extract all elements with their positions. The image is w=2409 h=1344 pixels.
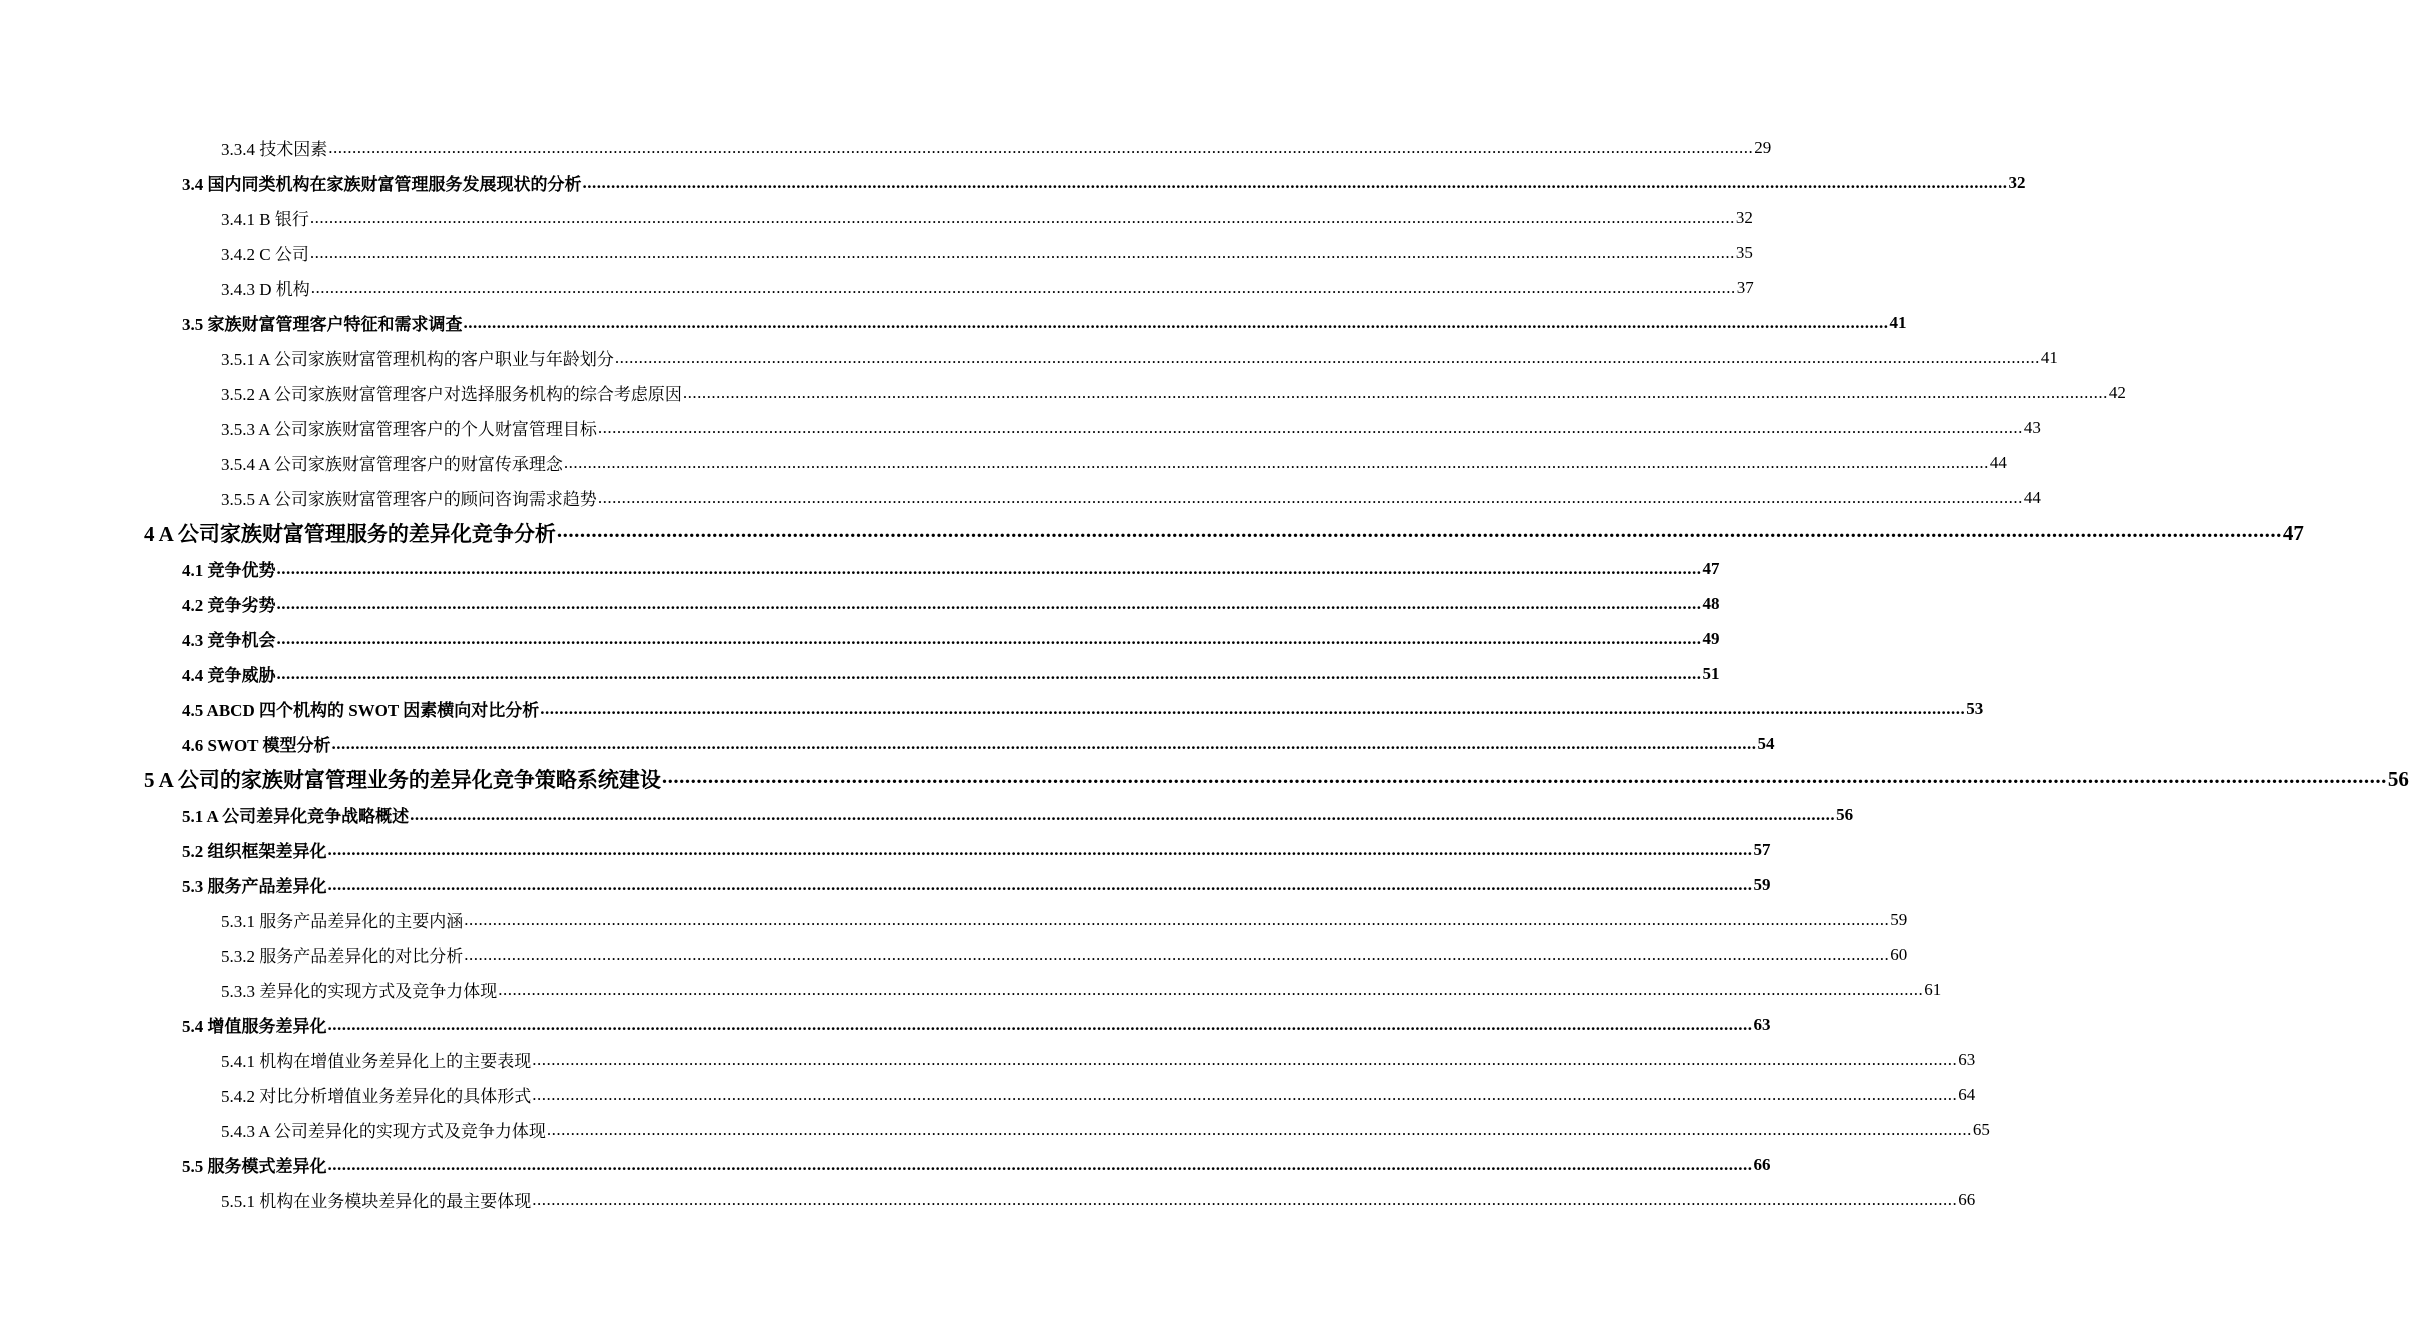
toc-entry-page: 54 <box>1757 733 1775 753</box>
toc-entry[interactable] <box>0 130 1772 165</box>
toc-entry-title: 5.4.3 A 公司差异化的实现方式及竞争力体现 <box>221 1122 546 1141</box>
toc-entry-page: 47 <box>2282 520 2304 545</box>
toc-entry-page: 35 <box>1735 242 1753 262</box>
toc-entry[interactable] <box>0 726 1775 761</box>
toc-entry-page: 56 <box>2387 766 2409 791</box>
toc-entry[interactable] <box>0 551 1720 586</box>
toc-entry-page: 66 <box>1958 1189 1976 1209</box>
toc-entry-title: 5.3.2 服务产品差异化的对比分析 <box>221 947 464 966</box>
toc-entry-title: 3.4.1 B 银行 <box>221 210 309 229</box>
toc-dot-leader: ............................................................................................................................................................................................................................................................................................................ <box>331 734 1757 753</box>
toc-dot-leader: ............................................................................................................................................................................................................................................................................................................ <box>682 383 2108 402</box>
toc-entry[interactable] <box>0 761 2409 797</box>
toc-entry-title: 4.3 竞争机会 <box>182 631 276 650</box>
toc-dot-leader: ............................................................................................................................................................................................................................................................................................................ <box>309 243 1735 262</box>
toc-entry-page: 48 <box>1702 593 1720 613</box>
toc-entry-title: 3.5.4 A 公司家族财富管理客户的财富传承理念 <box>221 455 563 474</box>
toc-entry-page: 32 <box>1735 207 1753 227</box>
toc-dot-leader: ............................................................................................................................................................................................................................................................................................................ <box>276 629 1702 648</box>
toc-entry[interactable] <box>0 586 1720 621</box>
toc-entry[interactable] <box>0 270 1754 305</box>
toc-entry-page: 41 <box>1889 312 1907 332</box>
toc-entry[interactable] <box>0 691 1984 726</box>
toc-entry-page: 61 <box>1924 979 1942 999</box>
toc-dot-leader: ............................................................................................................................................................................................................................................................................................................ <box>563 453 1989 472</box>
toc-entry[interactable] <box>0 1182 1976 1217</box>
toc-entry[interactable] <box>0 832 1771 867</box>
toc-entry-page: 64 <box>1958 1084 1976 1104</box>
toc-dot-leader: ............................................................................................................................................................................................................................................................................................................ <box>532 1050 1958 1069</box>
toc-entry-title: 5.4.1 机构在增值业务差异化上的主要表现 <box>221 1052 532 1071</box>
toc-entry-page: 49 <box>1702 628 1720 648</box>
toc-dot-leader: ............................................................................................................................................................................................................................................................................................................ <box>410 805 1836 824</box>
toc-entry[interactable] <box>0 340 2058 375</box>
toc-entry-title: 3.4.2 C 公司 <box>221 245 309 264</box>
toc-entry-page: 65 <box>1972 1119 1990 1139</box>
toc-entry-page: 63 <box>1753 1014 1771 1034</box>
toc-entry-title: 4.5 ABCD 四个机构的 SWOT 因素横向对比分析 <box>182 701 540 720</box>
toc-entry[interactable] <box>0 1112 1990 1147</box>
toc-dot-leader: ............................................................................................................................................................................................................................................................................................................ <box>276 594 1702 613</box>
toc-entry-title: 4.4 竞争威胁 <box>182 666 276 685</box>
toc-entry-page: 57 <box>1753 839 1771 859</box>
toc-entry-title: 4 A 公司家族财富管理服务的差异化竞争分析 <box>144 522 556 546</box>
toc-entry[interactable] <box>0 902 1908 937</box>
toc-entry-title: 5.4 增值服务差异化 <box>182 1017 327 1036</box>
toc-entry-page: 42 <box>2108 382 2126 402</box>
toc-entry-title: 4.6 SWOT 模型分析 <box>182 736 331 755</box>
toc-entry-title: 3.4 国内同类机构在家族财富管理服务发展现状的分析 <box>182 175 582 194</box>
toc-entry-page: 44 <box>1989 452 2007 472</box>
toc-entry[interactable] <box>0 656 1720 691</box>
table-of-contents <box>0 130 2409 1217</box>
toc-entry[interactable] <box>0 305 1907 340</box>
toc-entry[interactable] <box>0 797 1854 832</box>
toc-entry-page: 37 <box>1736 277 1754 297</box>
toc-entry-title: 3.5.5 A 公司家族财富管理客户的顾问咨询需求趋势 <box>221 490 597 509</box>
toc-dot-leader: ............................................................................................................................................................................................................................................................................................................ <box>556 518 2282 542</box>
toc-dot-leader: ............................................................................................................................................................................................................................................................................................................ <box>582 173 2008 192</box>
toc-entry[interactable] <box>0 480 2041 515</box>
toc-dot-leader: ............................................................................................................................................................................................................................................................................................................ <box>309 208 1735 227</box>
toc-entry-title: 3.4.3 D 机构 <box>221 280 310 299</box>
toc-entry[interactable] <box>0 867 1771 902</box>
toc-entry-title: 3.3.4 技术因素 <box>221 140 328 159</box>
toc-dot-leader: ............................................................................................................................................................................................................................................................................................................ <box>464 945 1890 964</box>
toc-dot-leader: ............................................................................................................................................................................................................................................................................................................ <box>327 1015 1753 1034</box>
toc-dot-leader: ............................................................................................................................................................................................................................................................................................................ <box>597 418 2023 437</box>
toc-entry-page: 32 <box>2008 172 2026 192</box>
toc-entry-page: 41 <box>2040 347 2058 367</box>
toc-entry-page: 60 <box>1890 944 1908 964</box>
toc-dot-leader: ............................................................................................................................................................................................................................................................................................................ <box>597 488 2023 507</box>
toc-dot-leader: ............................................................................................................................................................................................................................................................................................................ <box>546 1120 1972 1139</box>
toc-entry[interactable] <box>0 1077 1976 1112</box>
toc-entry[interactable] <box>0 235 1753 270</box>
toc-entry-page: 53 <box>1966 698 1984 718</box>
toc-dot-leader: ............................................................................................................................................................................................................................................................................................................ <box>276 559 1702 578</box>
toc-entry-title: 5.3 服务产品差异化 <box>182 877 327 896</box>
toc-entry[interactable] <box>0 937 1908 972</box>
toc-dot-leader: ............................................................................................................................................................................................................................................................................................................ <box>532 1085 1958 1104</box>
toc-entry-title: 5.5 服务模式差异化 <box>182 1157 327 1176</box>
toc-entry-title: 3.5.3 A 公司家族财富管理客户的个人财富管理目标 <box>221 420 597 439</box>
toc-entry-page: 29 <box>1754 137 1772 157</box>
toc-dot-leader: ............................................................................................................................................................................................................................................................................................................ <box>327 840 1753 859</box>
toc-dot-leader: ............................................................................................................................................................................................................................................................................................................ <box>327 1155 1753 1174</box>
toc-dot-leader: ............................................................................................................................................................................................................................................................................................................ <box>532 1190 1958 1209</box>
toc-dot-leader: ............................................................................................................................................................................................................................................................................................................ <box>463 313 1889 332</box>
toc-dot-leader: ............................................................................................................................................................................................................................................................................................................ <box>327 875 1753 894</box>
toc-entry[interactable] <box>0 621 1720 656</box>
toc-entry[interactable] <box>0 1042 1976 1077</box>
toc-entry-page: 56 <box>1836 804 1854 824</box>
toc-entry-page: 59 <box>1753 874 1771 894</box>
toc-entry-page: 51 <box>1702 663 1720 683</box>
toc-entry[interactable] <box>0 445 2007 480</box>
toc-entry[interactable] <box>0 1147 1771 1182</box>
toc-dot-leader: ............................................................................................................................................................................................................................................................................................................ <box>498 980 1924 999</box>
toc-entry-page: 43 <box>2023 417 2041 437</box>
toc-entry-title: 5.3.1 服务产品差异化的主要内涵 <box>221 912 464 931</box>
toc-entry-title: 3.5.2 A 公司家族财富管理客户对选择服务机构的综合考虑原因 <box>221 385 682 404</box>
toc-entry-title: 3.5 家族财富管理客户特征和需求调查 <box>182 315 463 334</box>
toc-entry-page: 66 <box>1753 1154 1771 1174</box>
toc-dot-leader: ............................................................................................................................................................................................................................................................................................................ <box>276 664 1702 683</box>
toc-entry[interactable] <box>0 165 2026 200</box>
toc-entry-title: 3.5.1 A 公司家族财富管理机构的客户职业与年龄划分 <box>221 350 614 369</box>
toc-entry-title: 5.2 组织框架差异化 <box>182 842 327 861</box>
toc-entry-page: 44 <box>2023 487 2041 507</box>
toc-dot-leader: ............................................................................................................................................................................................................................................................................................................ <box>328 138 1754 157</box>
toc-entry[interactable] <box>0 1007 1771 1042</box>
toc-entry[interactable] <box>0 515 2304 551</box>
toc-entry-title: 4.2 竞争劣势 <box>182 596 276 615</box>
toc-entry-title: 5.3.3 差异化的实现方式及竞争力体现 <box>221 982 498 1001</box>
toc-dot-leader: ............................................................................................................................................................................................................................................................................................................ <box>661 764 2387 788</box>
toc-entry-title: 4.1 竞争优势 <box>182 561 276 580</box>
toc-entry-title: 5.5.1 机构在业务模块差异化的最主要体现 <box>221 1192 532 1211</box>
toc-entry[interactable] <box>0 375 2126 410</box>
toc-dot-leader: ............................................................................................................................................................................................................................................................................................................ <box>540 699 1966 718</box>
toc-dot-leader: ............................................................................................................................................................................................................................................................................................................ <box>464 910 1890 929</box>
toc-entry-page: 63 <box>1958 1049 1976 1069</box>
toc-entry-page: 47 <box>1702 558 1720 578</box>
toc-dot-leader: ............................................................................................................................................................................................................................................................................................................ <box>614 348 2040 367</box>
toc-dot-leader: ............................................................................................................................................................................................................................................................................................................ <box>310 278 1736 297</box>
toc-entry-title: 5 A 公司的家族财富管理业务的差异化竞争策略系统建设 <box>144 768 661 792</box>
toc-entry[interactable] <box>0 410 2041 445</box>
toc-entry[interactable] <box>0 972 1942 1007</box>
toc-entry-title: 5.4.2 对比分析增值业务差异化的具体形式 <box>221 1087 532 1106</box>
toc-entry[interactable] <box>0 200 1753 235</box>
toc-entry-title: 5.1 A 公司差异化竞争战略概述 <box>182 807 410 826</box>
toc-entry-page: 59 <box>1890 909 1908 929</box>
